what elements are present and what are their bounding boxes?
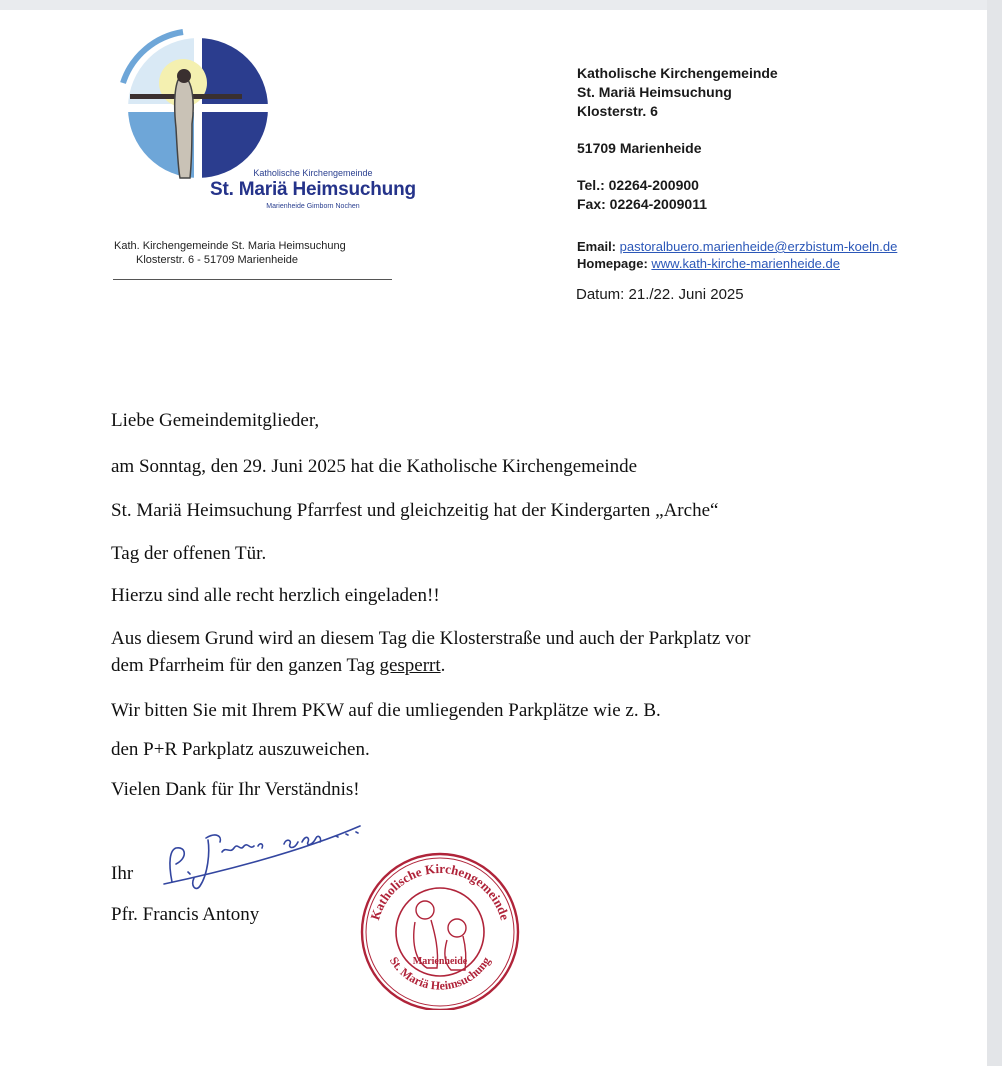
parish-logo-icon <box>108 28 348 188</box>
sender-line-1: Kath. Kirchengemeinde St. Maria Heimsuchung <box>114 240 346 252</box>
contact-tel: Tel.: 02264-200900 <box>577 177 699 193</box>
paragraph-line-1: am Sonntag, den 29. Juni 2025 hat die Katholische Kirchengemeinde <box>111 456 638 477</box>
logo-wordmark <box>210 168 416 210</box>
svg-text:Marienheide: Marienheide <box>412 956 468 967</box>
logo-small-text: Katholische Kirchengemeinde <box>253 168 373 178</box>
greeting: Liebe Gemeindemitglieder, <box>111 410 320 431</box>
closing: Ihr <box>111 863 134 884</box>
paragraph-line-7: Wir bitten Sie mit Ihrem PKW auf die umliegenden Parkplätze wie z. B. <box>111 700 661 721</box>
paragraph-line-9: Vielen Dank für Ihr Verständnis! <box>111 779 360 800</box>
contact-fax: Fax: 02264-2009011 <box>577 196 707 212</box>
contact-block <box>577 64 778 214</box>
paragraph-line-6-start: dem Pfarrheim für den ganzen Tag <box>111 655 380 676</box>
paragraph-line-6-end: . <box>440 655 446 676</box>
svg-text:Katholische Kirchengemeinde: Katholische Kirchengemeinde <box>367 860 513 922</box>
paragraph-line-4: Hierzu sind alle recht herzlich eingeladen!! <box>111 585 440 606</box>
logo-places: Marienheide Gimborn Nochen <box>266 203 360 210</box>
sender-line-2: Klosterstr. 6 - 51709 Marienheide <box>136 254 299 266</box>
closed-word: gesperrt <box>379 655 441 676</box>
logo-title: St. Mariä Heimsuchung <box>210 179 416 200</box>
svg-text:St. Mariä Heimsuchung: St. Mariä Heimsuchung <box>386 954 494 993</box>
email-link[interactable]: pastoralbuero.marienheide@erzbistum-koeln.de <box>619 239 898 254</box>
homepage-label: Homepage: <box>577 256 652 271</box>
letter-date: Datum: 21./22. Juni 2025 <box>576 286 744 303</box>
paragraph-line-2: St. Mariä Heimsuchung Pfarrfest und gleichzeitig hat der Kindergarten „Arche“ <box>111 500 719 521</box>
sender-address <box>114 239 346 267</box>
sender-divider <box>113 279 392 280</box>
signer-name: Pfr. Francis Antony <box>111 904 260 925</box>
paragraph-line-5: Aus diesem Grund wird an diesem Tag die Klosterstraße und auch der Parkplatz vor <box>111 628 751 649</box>
page-edge <box>987 0 1002 1066</box>
homepage-link[interactable]: www.kath-kirche-marienheide.de <box>651 256 840 271</box>
contact-parish: St. Mariä Heimsuchung <box>577 84 732 100</box>
paragraph-line-3: Tag der offenen Tür. <box>111 543 267 564</box>
paragraph-line-6 <box>111 655 445 677</box>
contact-city: 51709 Marienheide <box>577 140 702 156</box>
parish-seal-icon <box>355 850 525 1010</box>
contact-street: Klosterstr. 6 <box>577 103 658 119</box>
contact-org: Katholische Kirchengemeinde <box>577 65 778 81</box>
web-contact <box>577 238 897 272</box>
paragraph-line-8: den P+R Parkplatz auszuweichen. <box>111 739 370 760</box>
email-label: Email: <box>577 239 620 254</box>
